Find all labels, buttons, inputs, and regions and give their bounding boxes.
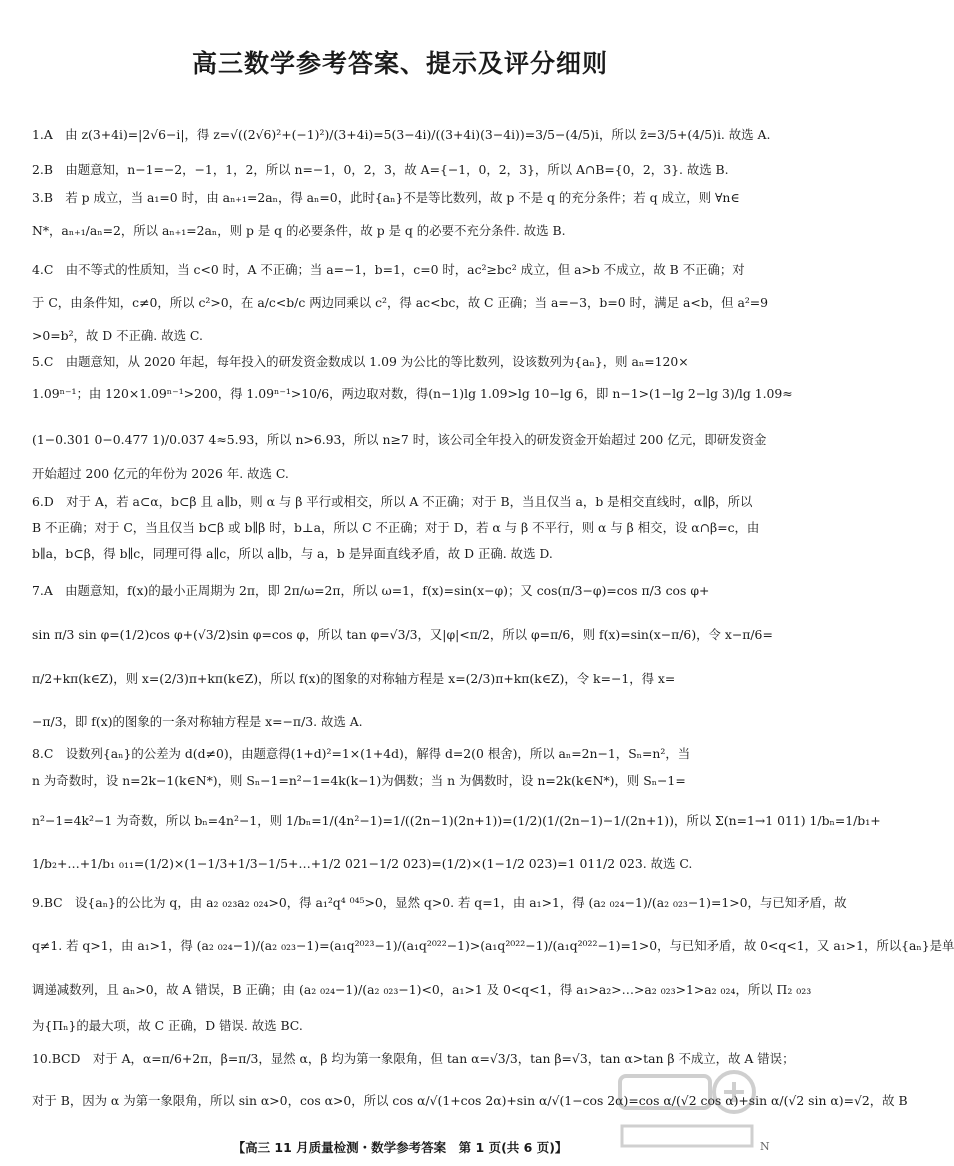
answer-line: 9.BC 设{aₙ}的公比为 q，由 a₂ ₀₂₃a₂ ₀₂₄>0，得 a₁²q⁴ ⁰⁴⁵>0，显然 q>0. 若 q=1，由 a₁>1，得 (a₂ ₀₂₄−1)/(a₂ ₀₂₃−1)=1>0，与已知矛盾，故: [32, 895, 847, 910]
answer-line: −π/3，即 f(x)的图象的一条对称轴方程是 x=−π/3. 故选 A.: [32, 714, 363, 729]
answer-line: 开始超过 200 亿元的年份为 2026 年. 故选 C.: [32, 466, 289, 481]
answer-line: 对于 B，因为 α 为第一象限角，所以 sin α>0，cos α>0，所以 cos α/√(1+cos 2α)+sin α/√(1−cos 2α)=cos α/(√2 cos α)+sin α/(√2 sin α)=√2，故 B: [32, 1093, 908, 1108]
answer-line: π/2+kπ(k∈Z)，则 x=(2/3)π+kπ(k∈Z)，所以 f(x)的图象的对称轴方程是 x=(2/3)π+kπ(k∈Z)，令 k=−1，得 x=: [32, 671, 676, 686]
answer-line: q≠1. 若 q>1，由 a₁>1，得 (a₂ ₀₂₄−1)/(a₂ ₀₂₃−1)=(a₁q²⁰²³−1)/(a₁q²⁰²²−1)>(a₁q²⁰²²−1)/(a₁q²⁰²²−1)=1>0，与已知矛盾，故 0<q<1，又 a₁>1，所以{aₙ}是单: [32, 938, 954, 953]
answer-line: 3.B 若 p 成立，当 a₁=0 时，由 aₙ₊₁=2aₙ，得 aₙ=0，此时{aₙ}不是等比数列，故 p 不是 q 的充分条件；若 q 成立，则 ∀n∈: [32, 190, 740, 205]
answer-line: 6.D 对于 A，若 a⊂α，b⊂β 且 a∥b，则 α 与 β 平行或相交，所以 A 不正确；对于 B，当且仅当 a，b 是相交直线时，α∥β，所以: [32, 494, 753, 509]
answer-line: n²−1=4k²−1 为奇数，所以 bₙ=4n²−1，则 1/bₙ=1/(4n²−1)=1/((2n−1)(2n+1))=(1/2)(1/(2n−1)−1/(2n+1))，所以 Σ(n=1→1 011) 1/bₙ=1/b₁+: [32, 813, 881, 828]
answer-line: b∥a，b⊂β，得 b∥c，同理可得 a∥c，所以 a∥b，与 a，b 是异面直线矛盾，故 D 正确. 故选 D.: [32, 546, 553, 561]
answer-line: B 不正确；对于 C，当且仅当 b⊂β 或 b∥β 时，b⊥a，所以 C 不正确；对于 D，若 α 与 β 不平行，则 α 与 β 相交，设 α∩β=c，由: [32, 520, 760, 535]
answer-line: N*，aₙ₊₁/aₙ=2，所以 aₙ₊₁=2aₙ，则 p 是 q 的必要条件，故 p 是 q 的必要不充分条件. 故选 B.: [32, 223, 566, 238]
answer-line: n 为奇数时，设 n=2k−1(k∈N*)，则 Sₙ−1=n²−1=4k(k−1)为偶数；当 n 为偶数时，设 n=2k(k∈N*)，则 Sₙ−1=: [32, 773, 686, 788]
page-corner-mark: N: [760, 1140, 770, 1153]
answer-line: 1.A 由 z(3+4i)=|2√6−i|，得 z=√((2√6)²+(−1)²)/(3+4i)=5(3−4i)/((3+4i)(3−4i))=3/5−(4/5)i，所以 z̄=3/5+(4/5)i. 故选 A.: [32, 127, 771, 142]
answer-line: sin π/3 sin φ=(1/2)cos φ+(√3/2)sin φ=cos φ，所以 tan φ=√3/3，又|φ|<π/2，所以 φ=π/6，则 f(x)=sin(x−π/6)，令 x−π/6=: [32, 627, 773, 642]
answer-line: 1.09ⁿ⁻¹；由 120×1.09ⁿ⁻¹>200，得 1.09ⁿ⁻¹>10/6，两边取对数，得(n−1)lg 1.09>lg 10−lg 6，即 n−1>(1−lg 2−lg 3)/lg 1.09≈: [32, 386, 793, 401]
answer-line: 调递减数列，且 aₙ>0，故 A 错误，B 正确；由 (a₂ ₀₂₄−1)/(a₂ ₀₂₃−1)<0，a₁>1 及 0<q<1，得 a₁>a₂>…>a₂ ₀₂₃>1>a₂ ₀₂₄，所以 Π₂ ₀₂₃: [32, 982, 812, 997]
page-footer: 【高三 11 月质量检测・数学参考答案 第 1 页(共 6 页)】: [232, 1140, 568, 1155]
answer-line: 4.C 由不等式的性质知，当 c<0 时，A 不正确；当 a=−1，b=1，c=0 时，ac²≥bc² 成立，但 a>b 不成立，故 B 不正确；对: [32, 262, 745, 277]
answer-line: 7.A 由题意知，f(x)的最小正周期为 2π，即 2π/ω=2π，所以 ω=1，f(x)=sin(x−φ)；又 cos(π/3−φ)=cos π/3 cos φ+: [32, 583, 710, 598]
answer-line: 5.C 由题意知，从 2020 年起，每年投入的研发资金数成以 1.09 为公比的等比数列，设该数列为{aₙ}，则 aₙ=120×: [32, 354, 689, 369]
answer-line: 10.BCD 对于 A，α=π/6+2π，β=π/3，显然 α，β 均为第一象限角，但 tan α=√3/3，tan β=√3，tan α>tan β 不成立，故 A 错误；: [32, 1051, 795, 1066]
answer-line: (1−0.301 0−0.477 1)/0.037 4≈5.93，所以 n>6.93，所以 n≥7 时，该公司全年投入的研发资金开始超过 200 亿元，即研发资金: [32, 432, 767, 447]
answer-line: 1/b₂+…+1/b₁ ₀₁₁=(1/2)×(1−1/3+1/3−1/5+…+1/2 021−1/2 023)=(1/2)×(1−1/2 023)=1 011/2 023. 故选 C.: [32, 856, 693, 871]
answer-line: >0=b²，故 D 不正确. 故选 C.: [32, 328, 203, 343]
answer-line: 为{Πₙ}的最大项，故 C 正确，D 错误. 故选 BC.: [32, 1018, 303, 1033]
answer-line: 于 C，由条件知，c≠0，所以 c²>0，在 a/c<b/c 两边同乘以 c²，得 ac<bc，故 C 正确；当 a=−3，b=0 时，满足 a<b，但 a²=9: [32, 295, 769, 310]
answer-line: 8.C 设数列{aₙ}的公差为 d(d≠0)，由题意得(1+d)²=1×(1+4d)，解得 d=2(0 根舍)，所以 aₙ=2n−1，Sₙ=n²，当: [32, 746, 691, 761]
page-title: 高三数学参考答案、提示及评分细则: [191, 49, 608, 78]
answer-line: 2.B 由题意知，n−1=−2，−1，1，2，所以 n=−1，0，2，3，故 A={−1，0，2，3}，所以 A∩B={0，2，3}. 故选 B.: [32, 162, 729, 177]
